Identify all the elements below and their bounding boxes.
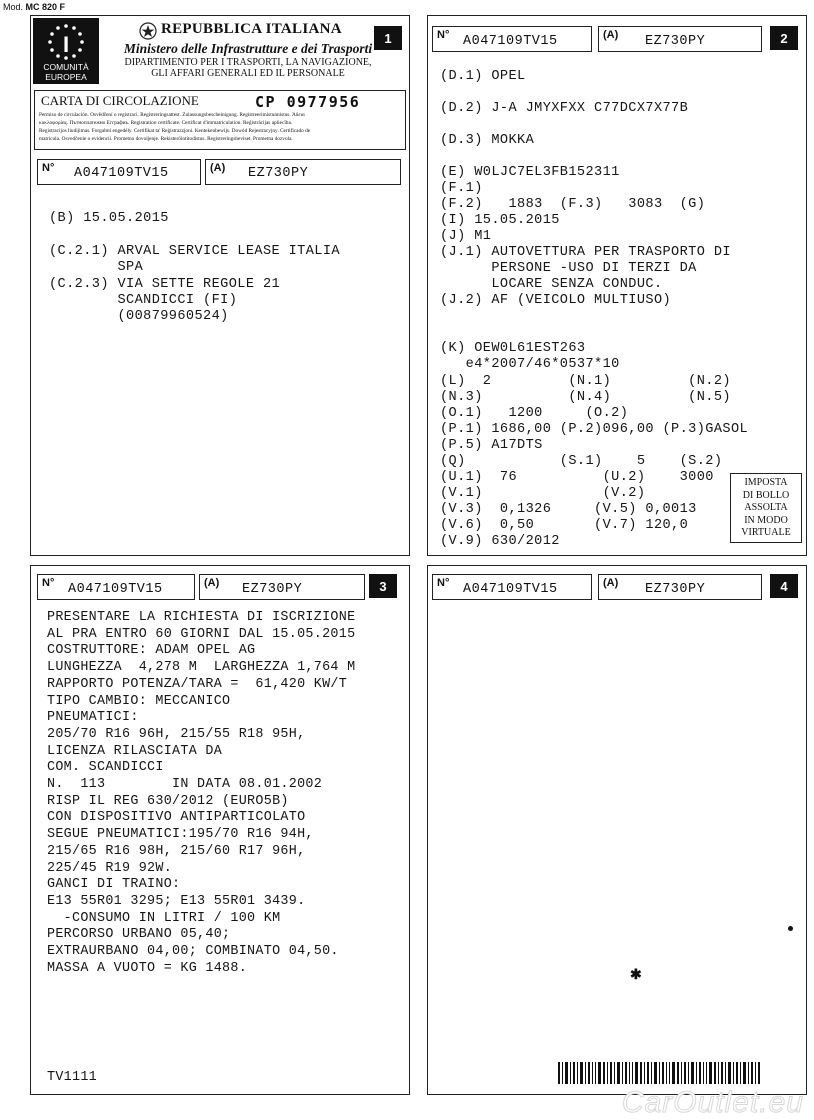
stamp-line: VIRTUALE (741, 527, 791, 538)
p3-line: PERCORSO URBANO 05,40; (47, 927, 231, 943)
registration-number-label: N° (437, 577, 450, 589)
p2-line: PERSONE -USO DI TERZI DA (440, 261, 697, 276)
plate-value: EZ730PY (242, 582, 303, 597)
italian-emblem-icon (139, 22, 157, 40)
stamp-line: DI BOLLO (742, 489, 790, 501)
p2-line: (J.2) AF (VEICOLO MULTIUSO) (440, 293, 672, 308)
p2-line: (I) 15.05.2015 (440, 213, 560, 228)
p3-line: SEGUE PNEUMATICI:195/70 R16 94H, (47, 827, 314, 843)
p2-line: (P.5) A17DTS (440, 438, 543, 453)
form-code (3, 2, 65, 12)
registration-number-value: A047109TV15 (463, 34, 558, 49)
panel-3-badge: 3 (369, 574, 397, 598)
p2-line: (K) OEW0L61EST263 (440, 341, 586, 356)
p2-line: (F.1) (440, 181, 483, 196)
p2-line: (F.2) 1883 (F.3) 3083 (G) (440, 197, 706, 212)
p2-line: (O.1) 1200 (O.2) (440, 406, 629, 421)
eu-country-letter: I (62, 32, 70, 57)
plate-label: (A) (603, 29, 619, 41)
p3-line: 225/45 R19 92W. (47, 860, 173, 876)
p1-line: (C.2.1) ARVAL SERVICE LEASE ITALIA (49, 244, 340, 259)
panel-3 (30, 565, 410, 1095)
p3-line: 205/70 R16 96H, 215/55 R18 95H, (47, 726, 306, 742)
panel-2 (427, 15, 807, 556)
panel-4 (427, 565, 807, 1095)
p3-line: RAPPORTO POTENZA/TARA = 61,420 KW/T (47, 676, 348, 692)
p3-line: AL PRA ENTRO 60 GIORNI DAL 15.05.2015 (47, 626, 356, 642)
registration-number-value: A047109TV15 (74, 166, 169, 181)
panel-4-badge: 4 (770, 574, 798, 598)
p3-line: CON DISPOSITIVO ANTIPARTICOLATO (47, 810, 306, 826)
p3-line: LICENZA RILASCIATA DA (47, 743, 223, 759)
p3-line: LUNGHEZZA 4,278 M LARGHEZZA 1,764 M (47, 660, 356, 676)
stamp-duty-box (730, 473, 802, 543)
plate-box (205, 159, 401, 185)
plate-box (598, 26, 762, 52)
p1-line: SPA (49, 260, 144, 275)
p2-line: (V.1) (V.2) (440, 486, 646, 501)
p2-line: (D.3) MOKKA (440, 133, 535, 148)
p2-line: (J) M1 (440, 229, 492, 244)
p3-line: -CONSUMO IN LITRI / 100 KM (47, 910, 281, 926)
p3-line: MASSA A VUOTO = KG 1488. (47, 960, 248, 976)
panel-1-badge: 1 (374, 26, 402, 50)
plate-box (598, 574, 762, 600)
p3-line: PNEUMATICI: (47, 710, 139, 726)
p2-line: (V.3) 0,1326 (V.5) 0,0013 (440, 502, 697, 517)
document-title-block (34, 90, 406, 150)
registration-number-box (37, 574, 195, 600)
plate-value: EZ730PY (645, 582, 706, 597)
plate-value: EZ730PY (645, 34, 706, 49)
registration-number-label: N° (42, 162, 55, 174)
ministry-name: Ministero delle Infrastrutture e dei Trasporti (123, 41, 373, 56)
registration-number-box (432, 26, 592, 52)
panel-2-badge: 2 (770, 26, 798, 50)
p3-line: PRESENTARE LA RICHIESTA DI ISCRIZIONE (47, 610, 356, 625)
form-code-value: MC 820 F (25, 2, 66, 12)
registration-number-box (37, 159, 201, 185)
p3-line: RISP IL REG 630/2012 (EURO5B) (47, 793, 289, 809)
p1-line: (00879960524) (49, 309, 229, 324)
p3-line: COM. SCANDICCI (47, 760, 164, 776)
p2-line: (V.6) 0,50 (V.7) 120,0 (440, 518, 689, 533)
plate-label: (A) (204, 577, 220, 589)
barcode-icon (558, 1062, 760, 1084)
p2-line: (D.1) OPEL (440, 69, 526, 84)
eu-flag (33, 18, 99, 84)
translations-line-3: Registracijos liudijimas. Forgalmi engedély. Certifikat ta' Reġistrazzjoni. Kentekenbewijs. Dowód Rejestracyjny. Certificado de (39, 128, 311, 134)
plate-label: (A) (210, 162, 226, 174)
registration-number-value: A047109TV15 (463, 582, 558, 597)
p2-line: (V.9) 630/2012 (440, 534, 560, 549)
p1-line: (C.2.3) VIA SETTE REGOLE 21 (49, 277, 281, 292)
plate-value: EZ730PY (248, 166, 309, 181)
p3-line: TIPO CAMBIO: MECCANICO (47, 693, 231, 709)
p1-line: (B) 15.05.2015 (49, 211, 169, 226)
p2-line: (L) 2 (N.1) (N.2) (440, 374, 731, 389)
scan-mark: ✱ (630, 966, 642, 982)
registration-number-label: N° (42, 577, 55, 589)
p3-line: GANCI DI TRAINO: (47, 877, 181, 893)
translations-line-1: Permiso de circulación. Osvědčení o registraci. Registreringsattest. Zulassungsbescheinigung. Registreerimistunnistus. Άδεια (39, 112, 305, 118)
department-line-2: GLI AFFARI GENERALI ED IL PERSONALE (151, 68, 345, 79)
stamp-line: IMPOSTA (744, 477, 788, 488)
p3-line: COSTRUTTORE: ADAM OPEL AG (47, 643, 256, 659)
p3-line: E13 55R01 3295; E13 55R01 3439. (47, 893, 306, 909)
stamp-line: IN MODO (744, 514, 788, 526)
watermark-text: CarOutlet.eu (621, 1086, 804, 1119)
plate-label: (A) (603, 577, 619, 589)
translations-line-2: κυκλοφορίας. Пътноплатежно Егграфиь. Registration certificate. Certificat d'immatriculation. Reģistrācijas apliecība. (39, 120, 293, 126)
p2-line: e4*2007/46*0537*10 (440, 357, 620, 372)
stamp-line: ASSOLTA (744, 502, 788, 513)
plate-box (199, 574, 365, 600)
panel-1 (30, 15, 410, 556)
p2-line: (E) W0LJC7EL3FB152311 (440, 165, 620, 180)
p2-line: (J.1) AUTOVETTURA PER TRASPORTO DI (440, 245, 731, 260)
scan-speck (788, 926, 793, 931)
p3-line: EXTRAURBANO 04,00; COMBINATO 04,50. (47, 944, 339, 959)
p2-line: (U.1) 76 (U.2) 3000 (440, 470, 714, 485)
panel-3-footer: TV1111 (47, 1070, 98, 1085)
eu-label: COMUNITÀ EUROPEA (43, 62, 89, 82)
p3-line: 215/65 R16 98H, 215/60 R17 96H, (47, 843, 306, 859)
registration-number-box (432, 574, 592, 600)
translations-line-4: matrícula. Osvedčenie o evidencii. Prometno dovoljenje. Rekisteröintitodistus. Registreringsbeviset. Prometna dozvola. (39, 136, 293, 142)
document-title: CARTA DI CIRCOLAZIONE (41, 93, 199, 108)
registration-number-value: A047109TV15 (68, 582, 163, 597)
p2-line: (N.3) (N.4) (N.5) (440, 390, 731, 405)
p3-line: N. 113 IN DATA 08.01.2002 (47, 777, 323, 792)
form-code-prefix: Mod. (3, 2, 24, 12)
p1-line: SCANDICCI (FI) (49, 293, 238, 308)
republic-title: REPUBBLICA ITALIANA (161, 21, 342, 37)
department-line-1: DIPARTIMENTO PER I TRASPORTI, LA NAVIGAZIONE, (124, 57, 372, 68)
p2-line: (P.1) 1686,00 (P.2)096,00 (P.3)GASOL (440, 422, 749, 437)
document-number: CP 0977956 (255, 93, 361, 111)
p2-line: (Q) (S.1) 5 (S.2) (440, 454, 723, 469)
registration-number-label: N° (437, 29, 450, 41)
p2-line: (D.2) J-A JMYXFXX C77DCX7X77B (440, 101, 689, 116)
p2-line: LOCARE SENZA CONDUC. (440, 277, 663, 292)
